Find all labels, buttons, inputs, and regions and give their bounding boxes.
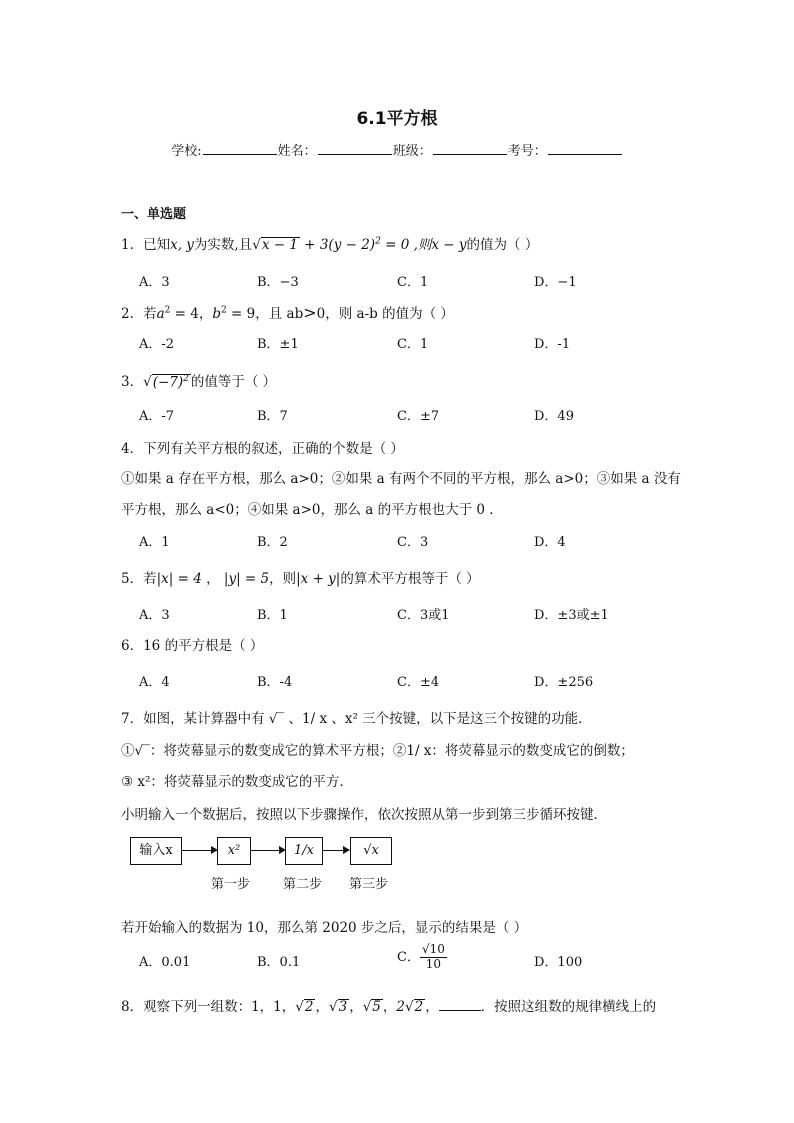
option-c[interactable]: C．1: [397, 275, 429, 290]
option-b[interactable]: B．±1: [257, 337, 299, 352]
sqrt-radicand: [152, 374, 191, 390]
option-b[interactable]: B．7: [257, 409, 288, 424]
separator: ，: [201, 571, 224, 587]
question-number: 5．: [121, 571, 144, 587]
option-c[interactable]: C．3: [397, 535, 429, 550]
math-expression: |y| = 5: [223, 571, 270, 587]
question-4-statement-line: ①如果 a 存在平方根，那么 a>0；②如果 a 有两个不同的平方根，那么 a>0；③如果 a 没有: [121, 471, 681, 487]
question-7-function-line: ①√‾：将荧幕显示的数变成它的算术平方根；②1/ x：将荧幕显示的数变成它的倒数；: [121, 743, 634, 759]
separator: ，: [349, 999, 363, 1015]
option-b[interactable]: B．-4: [257, 675, 293, 690]
separator: ，: [425, 999, 439, 1015]
option-d[interactable]: D．−1: [534, 275, 577, 290]
step-2-label: 第二步: [283, 877, 323, 892]
exponent: 2: [164, 305, 171, 316]
option-c[interactable]: C．3或1: [397, 608, 450, 623]
math-expression: √2: [295, 999, 314, 1015]
separator: ，: [315, 999, 329, 1015]
math-expression: $√(-7)^2$: [143, 373, 189, 390]
math-expression: √5: [362, 999, 381, 1015]
class-blank[interactable]: [433, 142, 507, 155]
answer-blank[interactable]: [439, 998, 481, 1011]
square-key-box: x²: [217, 837, 251, 865]
question-text: 为实数,且: [193, 237, 253, 253]
question-1: [121, 233, 538, 253]
question-text: 观察下列一组数：1，1，: [143, 999, 296, 1015]
question-7-prompt: 若开始输入的数据为 10，那么第 2020 步之后，显示的结果是（ ）: [121, 920, 528, 936]
option-a[interactable]: A．1: [139, 535, 170, 550]
question-4-statement-line: 平方根，那么 a<0；④如果 a>0，那么 a 的平方根也大于 0 ．: [121, 502, 503, 518]
page-title: 6.1平方根: [356, 109, 438, 129]
option-d[interactable]: D．49: [534, 409, 574, 424]
question-number: 8．: [121, 999, 144, 1015]
option-d[interactable]: D．-1: [534, 337, 571, 352]
option-b[interactable]: B．0.1: [257, 955, 301, 970]
math-vars: x, y: [170, 237, 194, 253]
question-text: ，则: [269, 571, 297, 587]
school-label: 学校:: [171, 144, 202, 159]
input-box: 输入x: [130, 837, 182, 865]
number-label: 考号：: [507, 144, 547, 159]
option-d[interactable]: D．±256: [534, 675, 594, 690]
math-symbol: >: [303, 303, 317, 322]
fraction: [420, 943, 447, 972]
student-info-line: [0, 140, 794, 159]
question-number: 2．: [121, 306, 144, 322]
option-d[interactable]: D．100: [534, 955, 583, 970]
class-label: 班级：: [392, 144, 432, 159]
sqrt-radicand: 3: [338, 999, 348, 1015]
option-c[interactable]: [397, 943, 447, 972]
question-7-instruction: 小明输入一个数据后，按照以下步骤操作，依次按照从第一步到第三步循环按键．: [121, 807, 607, 823]
sqrt-radicand: 2: [304, 999, 314, 1015]
question-number: 4．: [121, 441, 144, 457]
math-expression-2: x − y: [431, 237, 467, 253]
question-number: 7．: [121, 711, 144, 727]
section-heading: 一、单选题: [121, 207, 187, 222]
option-c[interactable]: C．±4: [397, 675, 440, 690]
option-a[interactable]: A．3: [139, 608, 170, 623]
option-c[interactable]: C．±7: [397, 409, 440, 424]
sqrt-radicand: 5: [372, 999, 381, 1015]
question-text: 的值等于（ ）: [190, 374, 277, 390]
option-a[interactable]: A．4: [139, 675, 170, 690]
arrow-right-icon: [343, 846, 350, 854]
step-1-label: 第一步: [211, 877, 251, 892]
option-b[interactable]: B．1: [257, 608, 288, 623]
math-part: = 9，且 ab: [226, 306, 304, 322]
math-part: = 4，: [170, 306, 213, 322]
number-blank[interactable]: [548, 142, 622, 155]
option-c[interactable]: C．1: [397, 337, 429, 352]
math-expression: 2√2: [396, 999, 424, 1015]
option-b[interactable]: B．2: [257, 535, 288, 550]
option-b[interactable]: B．−3: [257, 275, 299, 290]
question-number: 3．: [121, 374, 144, 390]
reciprocal-key-box: 1/x: [285, 837, 323, 865]
option-a[interactable]: A．3: [139, 275, 170, 290]
question-8: [121, 995, 656, 1015]
name-label: 姓名：: [277, 144, 317, 159]
question-text: 若: [143, 571, 157, 587]
fraction-denominator: 10: [425, 956, 442, 971]
question-text: 若: [143, 306, 157, 322]
option-a[interactable]: A．0.01: [139, 955, 191, 970]
question-text: 的值为（ ）: [466, 237, 539, 253]
question-5: [121, 567, 480, 587]
math-var-b: b: [212, 306, 222, 322]
coefficient: 2: [396, 999, 405, 1015]
exponent: 2: [375, 236, 381, 247]
math-part: (−7): [152, 374, 184, 390]
question-text: 已知: [143, 237, 171, 253]
math-var-a: a: [156, 306, 165, 322]
question-4: [121, 437, 404, 457]
question-2: [121, 302, 454, 322]
question-text: 0，则 a-b 的值为（ ）: [316, 306, 454, 322]
question-6: [121, 634, 263, 654]
question-text: 的算术平方根等于（ ）: [340, 571, 480, 587]
name-blank[interactable]: [318, 142, 392, 155]
option-d[interactable]: D．4: [534, 535, 566, 550]
question-number: 6．: [121, 638, 144, 654]
exponent: 2: [183, 373, 189, 384]
question-number: 1．: [121, 237, 144, 253]
arrow-right-icon: [181, 850, 215, 851]
question-text: 如图，某计算器中有 √‾ 、1/ x 、x² 三个按键，以下是这三个按键的功能．: [143, 711, 592, 727]
sqrt-radicand: 2: [414, 999, 424, 1015]
option-d[interactable]: D．±3或±1: [534, 608, 609, 623]
option-a[interactable]: A．-7: [139, 409, 175, 424]
option-a[interactable]: A．-2: [139, 337, 175, 352]
option-label: C．: [397, 949, 420, 965]
question-7: [121, 707, 592, 727]
math-expression: |x| = 4: [156, 571, 202, 587]
sqrt-key-box: √x: [350, 837, 392, 865]
question-text: 16 的平方根是（ ）: [143, 638, 264, 654]
math-part: + 3(y − 2): [299, 237, 376, 253]
step-3-label: 第三步: [349, 877, 389, 892]
fraction-numerator: √10: [421, 942, 445, 956]
school-blank[interactable]: [203, 142, 277, 155]
separator: ，: [382, 999, 397, 1015]
question-text: 下列有关平方根的叙述，正确的个数是（ ）: [143, 441, 404, 457]
question-text: ．按照这组数的规律横线上的: [480, 999, 657, 1015]
exponent: 2: [221, 305, 227, 316]
math-expression: $√x - 1 + 3(y - 2)^2 = 0$ ,则: [252, 236, 432, 253]
sqrt-radicand: x − 1: [261, 237, 298, 253]
math-expression: |x + y|: [296, 571, 341, 587]
question-3: [121, 370, 276, 390]
math-expression: √3: [328, 999, 348, 1015]
math-part: = 0 ,则: [380, 237, 432, 253]
question-7-function-line: ③ x²：将荧幕显示的数变成它的平方．: [121, 774, 353, 790]
